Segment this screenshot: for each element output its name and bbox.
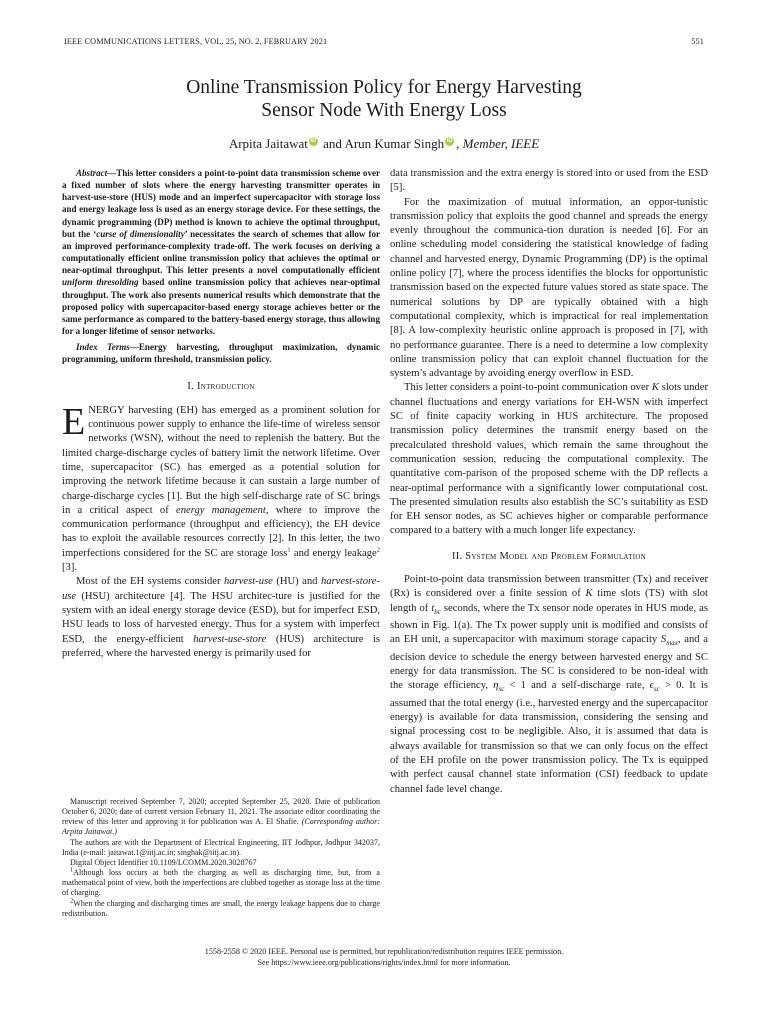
index-terms-text: Energy harvesting, throughput maximization, dynamic programming, uniform threshold, transmission policy. [62,342,381,365]
author-membership: , Member, IEEE [456,136,540,151]
abstract: Abstract—This letter considers a point-to-point data transmission scheme over a fixed number of slots where the energy harvesting transmitter operates in harvest-use-store (HUS) mode and an imperfect supercapacitor with storage loss and energy leakage loss is used as an energy storage device. For these settings, the dynamic programming (DP) method is known to achieve the optimal throughput, but the ‘curse of dimensionality’ necessitates the search of schemes that allow for an improved performance-complexity trade-off. The work focuses on deriving a computationally efficient online transmission policy that achieves the optimal or near-optimal throughput. This letter presents a novel computationally efficient uniform thresolding based online transmission policy that achieves near-optimal throughput. The work also presents numerical results which demonstrate that the proposed policy with supercapacitor-based energy storage achieves better or the same performance as compared to the battery-based energy storage, thus allowing for a longer lifetime of sensor networks. [62,168,381,337]
journal-citation: IEEE COMMUNICATIONS LETTERS, VOL. 25, NO. 2, FEBRUARY 2021 [64,37,328,46]
orcid-icon[interactable]: iD [446,138,453,144]
footnote-2: $^2$When the charging and discharging times are small, the energy leakage happens due to charge redistribution. [62,896,380,918]
drop-cap: E [62,400,86,443]
author-connector: and [319,136,345,151]
intro-paragraph-2-continued: data transmission and the extra energy is stored into or used from the ESD [5]. [390,168,708,194]
doi-note[interactable]: Digital Object Identifier 10.1109/LCOMM.2020.3028767 [70,857,257,867]
orcid-icon[interactable]: iD [310,138,317,144]
intro-paragraph-4: This letter considers a point-to-point communication over K slots under channel fluctuations and energy variations for EH-WSN with imperfect SC of finite capacity working in HUS architecture. The proposed transmission policy determines the transmit energy based on the precalculated threshold values, which remain the same throughout the communication session, reducing the computational complexity. The quantitative com-parison of the proposed scheme with the DP reflects a near-optimal performance with a significantly lower computational cost. The presented simulation results also establish the SC’s suitability as ESD for EH sensor nodes, as SC achieves higher or comparable performance compared to a battery with a much longer life expectancy. [390,382,708,537]
right-column [390,167,708,797]
index-terms: Index Terms—Energy harvesting, throughput maximization, dynamic programming, uniform threshold, transmission policy. [62,342,381,365]
paper-title [64,76,704,122]
abstract-text: This letter considers a point-to-point data transmission scheme over a fixed number of slots where the energy harvesting transmitter operates in harvest-use-store (HUS) mode and an imperfect supercapacitor with storage loss and energy leakage loss is used as an energy storage device. For these settings, the dynamic programming (DP) method is known to achieve the optimal throughput, but the ‘ [62,168,380,239]
manuscript-note: Manuscript received September 7, 2020; accepted September 25, 2020. Date of publication October 6, 2020; date of current version February 11, 2021. The associate editor coordinating the review of this letter and approving it for publication was A. El Shafie. (Corresponding author: Arpita Jaitawat.) [62,797,380,837]
abstract-label: Abstract [76,168,108,178]
footnotes [62,797,380,919]
author-line [64,136,704,152]
intro-paragraph-2: Most of the EH systems consider harvest-use (HU) and harvest-store-use (HSU) architecture [4]. The HSU architec-ture is justified for the system with an ideal energy storage device (ESD), but for imperfect ESD, HSU leads to loss of harvested energy. Thus for a system with imperfect ESD, the energy-efficient harvest-use-store (HUS) architecture is preferred, where the harvested energy is primarily used for [62,576,381,659]
copyright-line-1: 1558-2558 © 2020 IEEE. Personal use is permitted, but republication/redistribution requires IEEE permission. [204,947,564,956]
section-heading-introduction: I. Introduction [187,380,255,392]
intro-paragraph-1: ENERGY harvesting (EH) has emerged as a prominent solution for continuous power supply to enhance the life-time of wireless sensor networks (WSN), without the need to replenish the battery. But the limited charge-discharge cycles of battery limit the network lifetime. Over time, supercapacitor (SC) has emerged as a potential solution for improving the network lifetime because it can sustain a large number of charge-discharge cycles [1]. But the high self-discharge rate of SC brings in a critical aspect of energy management, where to improve the communication performance (throughput and efficiency), the EH device has to exploit the available resources correctly [2]. In this letter, the two imperfections considered for the SC are storage loss$^1$ and energy leakage$^2$ [3]. [62,400,380,574]
intro-paragraph-3: For the maximization of mutual information, an oppor-tunistic transmission policy that exploits the good channel and spreads the energy evenly throughout the communica-tion duration is needed [6]. For an online scheduling model considering the statistical knowledge of fading channel and harvested energy, Dynamic Programming (DP) is the optimal online policy [7], where the process identifies the blocks for opportunistic transmission based on the expected future values stored as state space. The numerical solutions by DP are typically obtained with a high computational complexity, which is impractical for real implementation [8]. A low-complexity heuristic online approach is proposed in [7], with no performance guarantee. There is a need to determine a low complexity online transmission policy that can exploit channel fluctuation for the system’s advantage by avoiding energy overflow in ESD. [390,196,708,380]
title-line-1: Online Transmission Policy for Energy Harvesting [186,77,582,98]
running-header [64,37,704,49]
footnote-ref-1[interactable]: 1 [287,546,291,554]
footnote-1: $^1$Although loss occurs at both the charging as well as discharging time, but, from a mathematical point of view, both the imperfections are clubbed together as storage loss at the time of charging. [62,866,380,898]
page-number: 551 [691,37,704,46]
author-2-name: Arun Kumar Singh [344,136,445,151]
copyright-notice [64,947,704,968]
system-model-paragraph-1: Point-to-point data transmission between transmitter (Tx) and receiver (Rx) is considered over a finite session of K time slots (TS) with slot length of $t_{bc}$ seconds, where the Tx sensor node operates in HUS mode, as shown in Fig. 1(a). The Tx power supply unit is modified and consists of an EH unit, a supercapacitor with maximum storage capacity $S_{max}$, and a decision device to schedule the energy between harvested energy and SC energy for data transmission. The SC is considered to be non-ideal with the storage efficiency, $\eta_{sc} < 1$ and a self-discharge rate, $\epsilon_{sc} > 0$. It is assumed that the total energy (i.e., harvested energy and the supercapacitor energy) is available for data transmission, considering the sensing and signal processing cost to be negligible. Also, it is assumed that data is always available for transmission so that we can only focus on the effect of the EH profile on the power transmission policy. The Tx is equipped with perfect causal channel state information (CSI) feedback to update channel fade level change. [390,574,708,795]
author-1-name: Arpita Jaitawat [228,136,308,151]
title-line-2: Sensor Node With Energy Loss [261,100,507,121]
section-heading-system-model: II. System Model and Problem Formulation [451,550,647,562]
index-terms-label: Index Terms [76,342,130,353]
footnote-ref-2[interactable]: 2 [376,546,380,554]
left-column [62,167,380,661]
affiliation-note: The authors are with the Department of Electrical Engineering, IIT Jodhpur, Jodhpur 342037, India (e-mail: jaitawat.1@iitj.ac.in; singhak@iitj.ac.in). [62,837,380,857]
copyright-line-2[interactable]: See https://www.ieee.org/publications/rights/index.html for more information. [257,957,511,967]
